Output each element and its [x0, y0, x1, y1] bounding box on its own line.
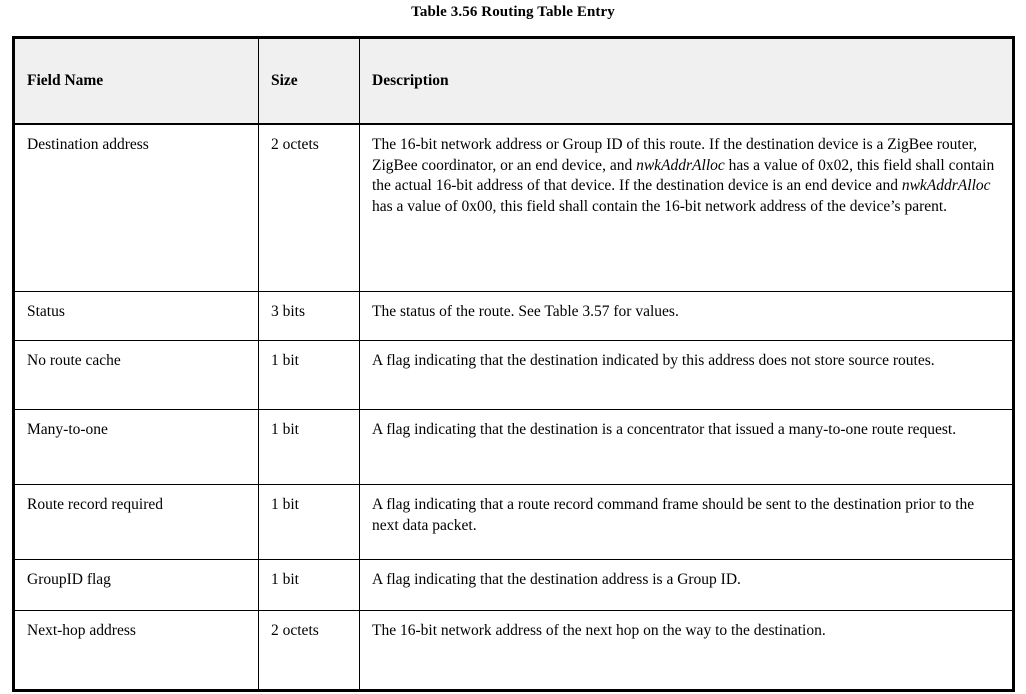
- table-body: [14, 124, 1014, 691]
- emphasis-text: nwkAddrAlloc: [636, 156, 725, 174]
- table-row: [14, 124, 1014, 292]
- routing-table-entry-table: [12, 36, 1015, 692]
- cell-size: 1 bit: [259, 341, 360, 410]
- table-row: [14, 485, 1014, 560]
- cell-description: [360, 485, 1014, 560]
- cell-description: [360, 560, 1014, 611]
- cell-size: 1 bit: [259, 410, 360, 485]
- table-row: [14, 341, 1014, 410]
- emphasis-text: nwkAddrAlloc: [901, 177, 991, 194]
- cell-field-name: Route record required: [14, 485, 259, 560]
- body-text: has a value of 0x02, this field shall contain the actual 16-bit address of that device. If the destination device is an end device and: [372, 156, 995, 194]
- cell-size: 2 octets: [259, 611, 360, 691]
- cell-field-name: Next-hop address: [14, 611, 259, 691]
- cell-description: [360, 410, 1014, 485]
- cell-field-name: GroupID flag: [14, 560, 259, 611]
- body-text: A flag indicating that the destination address is a Group ID.: [372, 571, 741, 588]
- body-text: A flag indicating that a route record command frame should be sent to the destination prior to the next data packet.: [372, 496, 975, 534]
- cell-size: 3 bits: [259, 292, 360, 341]
- cell-field-name: No route cache: [14, 341, 259, 410]
- body-text: The 16-bit network address of the next hop on the way to the destination.: [372, 622, 826, 639]
- cell-size: 2 octets: [259, 124, 360, 292]
- cell-field-name: Status: [14, 292, 259, 341]
- body-text: A flag indicating that the destination indicated by this address does not store source routes.: [372, 352, 935, 369]
- body-text: The status of the route. See Table 3.57 for values.: [372, 303, 679, 320]
- cell-description: [360, 124, 1014, 292]
- column-header-size: Size: [259, 38, 360, 125]
- cell-description: [360, 292, 1014, 341]
- cell-description: [360, 341, 1014, 410]
- column-header-field-name: Field Name: [14, 38, 259, 125]
- table-row: [14, 410, 1014, 485]
- body-text: has a value of 0x00, this field shall contain the 16-bit network address of the device’s parent.: [372, 197, 948, 215]
- cell-size: 1 bit: [259, 485, 360, 560]
- table-row: [14, 292, 1014, 341]
- table-caption: Table 3.56 Routing Table Entry: [411, 4, 615, 20]
- body-text: A flag indicating that the destination is a concentrator that issued a many-to-one route request.: [372, 421, 957, 438]
- column-header-description: Description: [360, 38, 1014, 125]
- cell-field-name: Many-to-one: [14, 410, 259, 485]
- cell-description: [360, 611, 1014, 691]
- table-row: [14, 611, 1014, 691]
- table-row: [14, 560, 1014, 611]
- table-header: [14, 38, 1014, 125]
- body-text: The 16-bit network address or Group ID of this route. If the destination device is a ZigBee router, ZigBee coordinator, or an end device, and: [372, 136, 977, 174]
- cell-size: 1 bit: [259, 560, 360, 611]
- cell-field-name: Destination address: [14, 124, 259, 292]
- routing-table-container: [12, 36, 1012, 692]
- table-header-row: [14, 38, 1014, 125]
